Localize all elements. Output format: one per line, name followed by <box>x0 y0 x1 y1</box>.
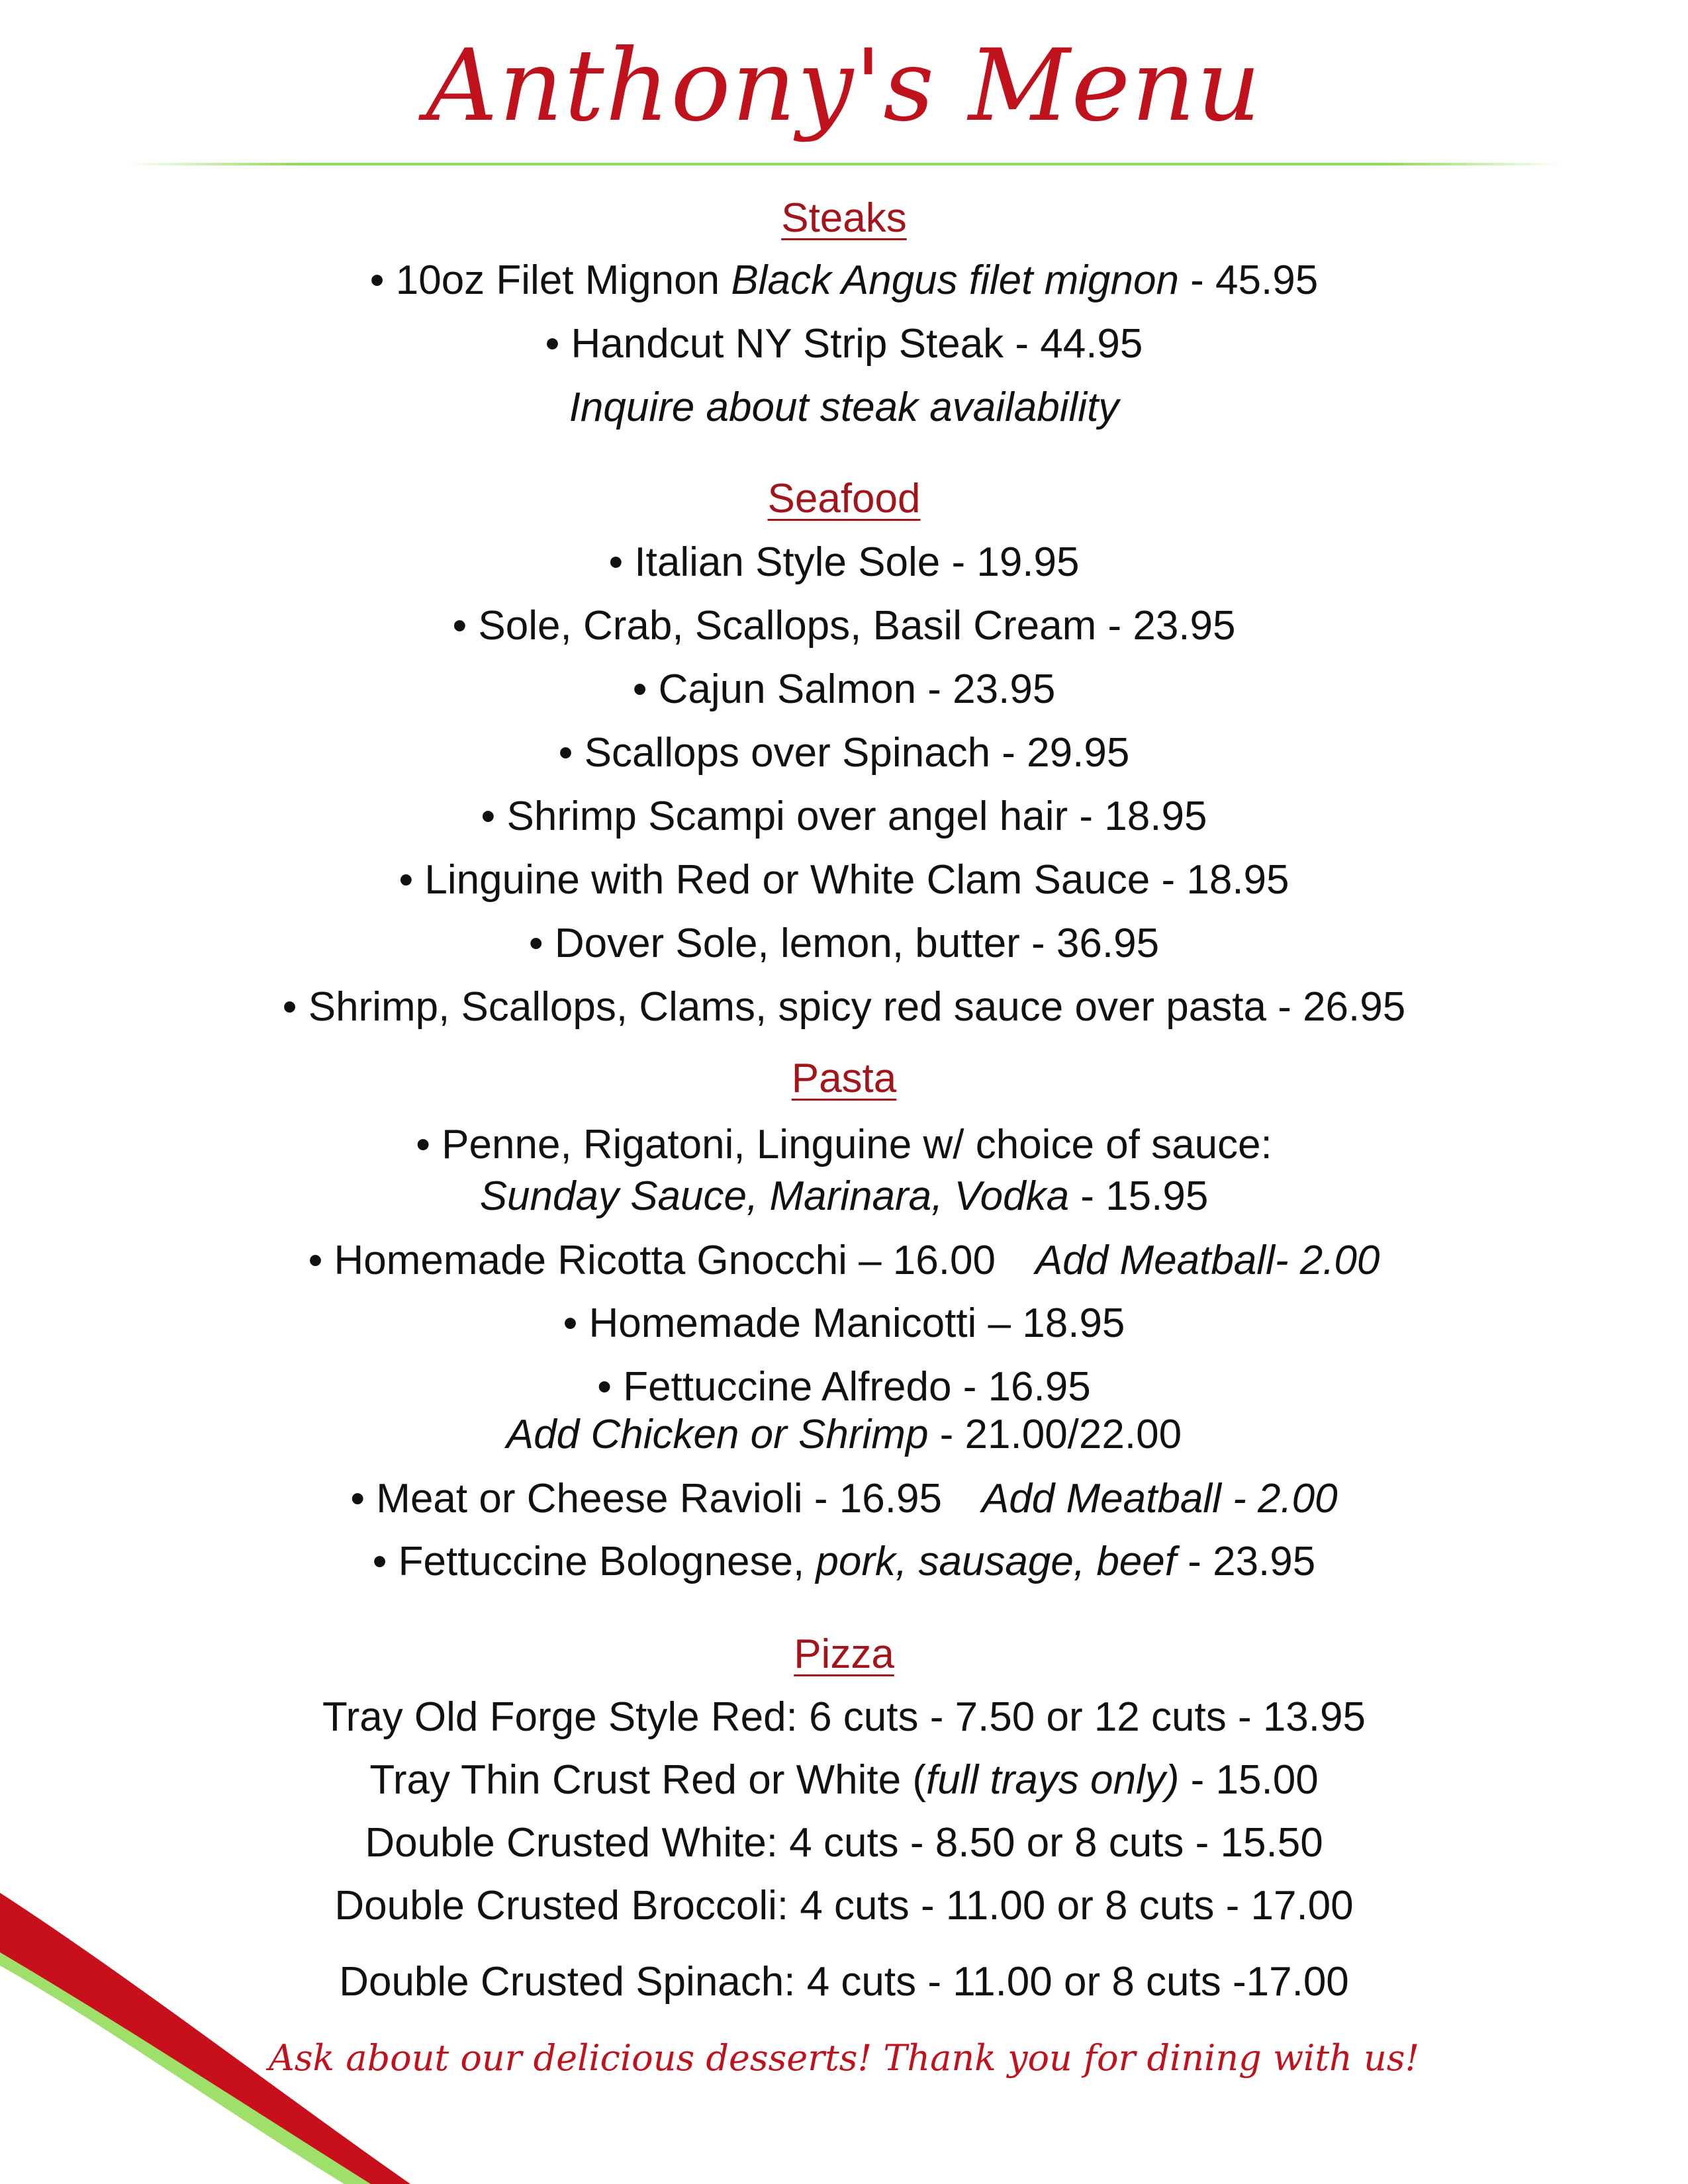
menu-item-ny-strip: • Handcut NY Strip Steak - 44.95 <box>545 321 1143 367</box>
item-name: • Homemade Ricotta Gnocchi – 16.00 <box>308 1238 996 1283</box>
item-price: - 45.95 <box>1178 257 1319 303</box>
menu-item-seafood: • Cajun Salmon - 23.95 <box>632 666 1056 712</box>
menu-item-bolognese <box>0 1535 1688 1588</box>
item-price: - 15.95 <box>1069 1173 1209 1219</box>
menu-item-seafood: • Linguine with Red or White Clam Sauce - 18.95 <box>399 857 1289 903</box>
item-description: pork, sausage, beef <box>816 1539 1176 1584</box>
menu-item-seafood: • Dover Sole, lemon, butter - 36.95 <box>528 921 1160 966</box>
item-description: Black Angus filet mignon <box>731 257 1179 303</box>
menu-item-pasta-choice: • Penne, Rigatoni, Linguine w/ choice of sauce: <box>416 1122 1272 1167</box>
section-heading-pizza: Pizza <box>794 1631 894 1677</box>
item-addon: Add Chicken or Shrimp <box>506 1412 929 1457</box>
menu-item-pizza-thin-crust <box>0 1754 1688 1807</box>
menu-item-pizza-spinach: Double Crusted Spinach: 4 cuts - 11.00 or 8 cuts -17.00 <box>339 1959 1349 2005</box>
item-name: Tray Thin Crust Red or White ( <box>369 1757 926 1803</box>
menu-item-seafood: • Shrimp Scampi over angel hair - 18.95 <box>481 794 1207 839</box>
item-addon: Add Meatball- 2.00 <box>1035 1238 1380 1283</box>
menu-item-pizza-old-forge: Tray Old Forge Style Red: 6 cuts - 7.50 or 12 cuts - 13.95 <box>322 1694 1366 1740</box>
menu-item-seafood: • Scallops over Spinach - 29.95 <box>558 730 1130 776</box>
item-name: • 10oz Filet Mignon <box>369 257 731 303</box>
item-addon: Add Meatball - 2.00 <box>981 1476 1338 1522</box>
title-divider <box>126 163 1562 165</box>
section-heading-seafood: Seafood <box>767 476 921 522</box>
footer-message: Ask about our delicious desserts! Thank you for dining with us! <box>268 2037 1420 2079</box>
menu-item-pasta-sauces <box>0 1170 1688 1223</box>
item-note: full trays only) <box>925 1757 1180 1803</box>
menu-item-ravioli <box>0 1473 1688 1525</box>
menu-item-manicotti: • Homemade Manicotti – 18.95 <box>563 1300 1125 1346</box>
item-price: - 15.00 <box>1179 1757 1319 1803</box>
menu-item-alfredo-addon <box>0 1408 1688 1461</box>
sauce-options: Sunday Sauce, Marinara, Vodka <box>479 1173 1070 1219</box>
menu-item-alfredo: • Fettuccine Alfredo - 16.95 <box>597 1364 1091 1410</box>
steak-availability-note: Inquire about steak availability <box>569 385 1119 430</box>
menu-title: Anthony's Menu <box>426 28 1262 144</box>
menu-item-pizza-white: Double Crusted White: 4 cuts - 8.50 or 8 cuts - 15.50 <box>365 1820 1323 1866</box>
item-name: • Fettuccine Bolognese, <box>372 1539 816 1584</box>
item-price: - 21.00/22.00 <box>928 1412 1182 1457</box>
menu-item-pizza-broccoli: Double Crusted Broccoli: 4 cuts - 11.00 or 8 cuts - 17.00 <box>334 1883 1354 1929</box>
section-heading-steaks: Steaks <box>781 195 907 241</box>
menu-item-seafood: • Shrimp, Scallops, Clams, spicy red sauce over pasta - 26.95 <box>282 984 1406 1030</box>
menu-item-gnocchi <box>0 1234 1688 1287</box>
menu-item-seafood: • Sole, Crab, Scallops, Basil Cream - 23.95 <box>452 603 1236 649</box>
item-price: - 23.95 <box>1176 1539 1316 1584</box>
menu-item-filet-mignon <box>0 254 1688 307</box>
item-name: • Meat or Cheese Ravioli - 16.95 <box>350 1476 942 1522</box>
menu-item-seafood: • Italian Style Sole - 19.95 <box>608 539 1080 585</box>
section-heading-pasta: Pasta <box>791 1056 897 1101</box>
swoosh-red-band <box>0 1893 410 2184</box>
corner-swoosh-decoration <box>0 1893 463 2184</box>
